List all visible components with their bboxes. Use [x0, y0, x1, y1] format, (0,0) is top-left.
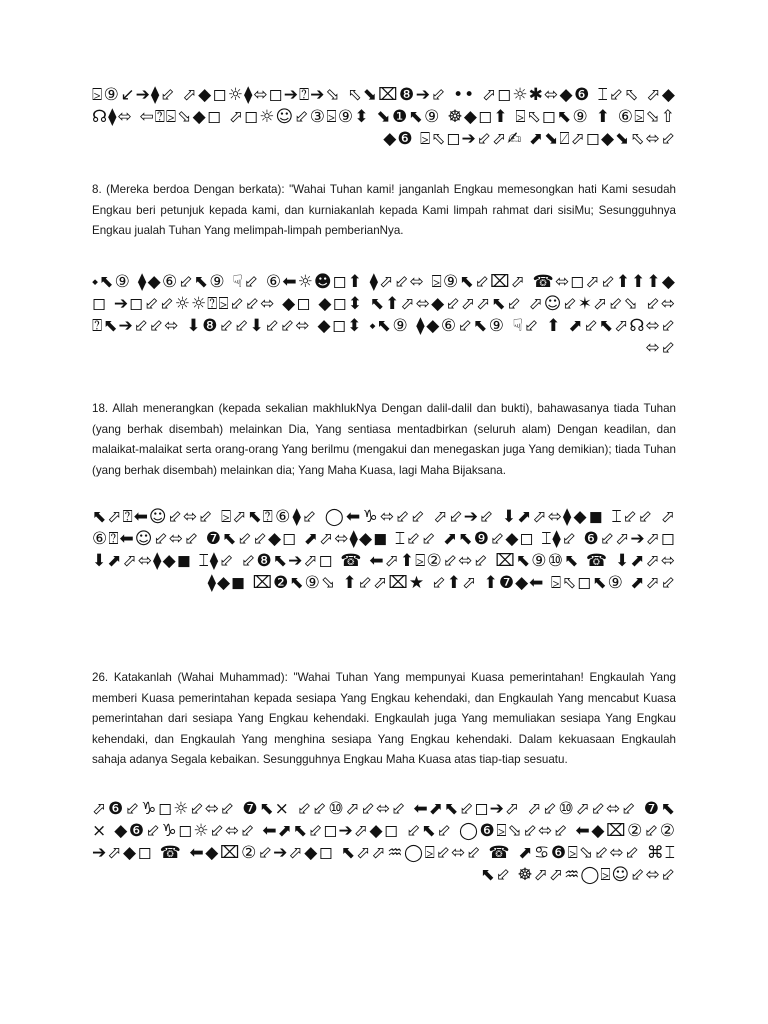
arabic-verse-26-glyphs: ⬉⬀⍰⬅☺⬃⬄⬃ ⍄⬀⬉⍰⑥⧫⬃ ◯⬅♑⬄⬃⬃ ⬀⬃➔⬃ ⬇⬈⬀⬄⧫◆◼ ⌶⬃⬃ ⬀⑥⍰⬅☺⬃⬄⬃ ❼⬉⬃⬃◆◻ ⬈⬀⬄⧫◆◼ ⌶⬃⬃ ⬈⬉❾⬃◆◻ ⌶⧫⬃ ❻⬃⬀➔⬀◻ ⬇⬈⬀⬄⧫◆◼ ⌶⧫⬃ ⬃❽⬉➔⬀◻ ☎ ⬅⬀⬆⍄②⬃⬄⬃ ⌧⬉⑨⑩⬉ ☎ ⬇⬈⬀⬄⧫◆◼ ⌧❷⬉⑨⬂ ⬆⬃⬀⌧★ ⬃⬆⬀ ⬆❼◆⬅ ⍄⬁◻⬉⑨ ⬈⬀⬃ — [92, 507, 676, 593]
translation-verse-18: 18. Allah menerangkan (kepada sekalian makhlukNya Dengan dalil-dalil dan bukti), bahawasanya tiada Tuhan (yang berhak disembah) melainkan Dia, Yang sentiasa mentadbirkan (seluruh alam) Dengan keadilan, dan malaikat-malaikat serta orang-orang Yang berilmu (mengakui dan menegaskan juga Yang demikian); tiada Tuhan (yang berhak disembah) melainkan dia; Yang Maha Kuasa, lagi Maha Bijaksana. — [92, 402, 676, 477]
arabic-verse-8-glyphs: ⍄⑨↙➔⧫⬃ ⬀◆◻☼⧫⬄◻➔⍰➔⬂ ⬁⬊⌧❽➔⬃ •• ⬀◻☼✱⬄◆❻ ⌶⬃⬁ ⬀◆☊⧫⬄ ⇦⍰⍄⬂◆◻ ⬀◻☼☺⬃③⍄⑨⬍ ⬊❶⬉⑨ ☸◆◻⬆ ⍄⬁◻⬉⑨ ⬆ ⑥⍄⬂⇧◆❻ ⍄⬁◻➔⬃⬀✍ ⬈⬊⍁⬀◻◆⬊⬁⬄⬃ — [92, 85, 676, 149]
arabic-verse-27-glyphs: ⬀❻⬃♑◻☼⬃⬄⬃ ❼⬉× ⬃⬃⑩⬀⬃⬄⬃ ⬅⬈⬉⬃◻➔⬀ ⬀⬃⑩⬀⬃⬄⬃ ❼⬉× ◆❻⬃♑◻☼⬃⬄⬃ ⬅⬈⬉⬃◻➔⬀◆◻ ⬃⬉⬃ ◯❻⍄⬂⬃⬄⬃ ⬅◆⌧②⬃②➔⬀◆◻ ☎ ⬅◆⌧②⬃➔⬀◆◻ ⬉⬀⬀♒◯⍄⬃⬄⬃ ☎ ⬈♋❻⍄⬂⬃⬄⬃ ⌘⌶⬉⬃ ☸⬀⬀♒◯⍄☺⬃⬄⬃ — [92, 799, 676, 885]
arabic-verse-18-glyphs: ⬩⬉⑨ ⧫◆⑥⬃⬉⑨ ☟⬃ ⑥⬅☼☻◻⬆ ⧫⬀⬃⬄ ⍄⑨⬉⬃⌧⬀ ☎⬄◻⬀⬃⬆⬆⬆◆◻ ➔◻⬃⬃☼☼⍰⍄⬃⬃⬄ ◆◻ ◆◻⬍ ⬉⬆⬀⬄◆⬃⬀⬀⬉⬃ ⬀☺⬃✶⬀⬃⬂ ⬃⬄⍰⬉➔⬃⬃⬄ ⬇❽⬃⬃⬇⬃⬃⬄ ◆◻⬍ ⬩⬉⑨ ⧫◆⑥⬃⬉⑨ ☟⬃ ⬆ ⬈⬃⬉⬀☊⬄⬃⬄⬃ — [92, 272, 676, 358]
translation-verse-8: 8. (Mereka berdoa Dengan berkata): "Wahai Tuhan kami! janganlah Engkau memesongkan hati Kami sesudah Engkau beri petunjuk kepada kami, dan kurniakanlah kepada Kami limpah rahmat dari sisiMu; Sesungguhnya Engkau jualah Tuhan Yang melimpah-limpah pemberianNya. — [92, 183, 676, 237]
translation-verse-26: 26. Katakanlah (Wahai Muhammad): "Wahai Tuhan Yang mempunyai Kuasa pemerintahan! Engkaulah Yang memberi Kuasa pemerintahan kepada sesiapa Yang Engkau kehendaki, dan Engkaulah Yang mencabut Kuasa pemerintahan dari sesiapa Yang Engkau kehendaki. Engkaulah juga Yang memuliakan sesiapa Yang Engkau kehendaki, dan Engkaulah Yang menghina sesiapa Yang Engkau kehendaki. Dalam kekuasaan Engkaulah sahaja adanya Segala kebaikan. Sesungguhnya Engkau Maha Kuasa atas tiap-tiap sesuatu. — [92, 671, 676, 766]
